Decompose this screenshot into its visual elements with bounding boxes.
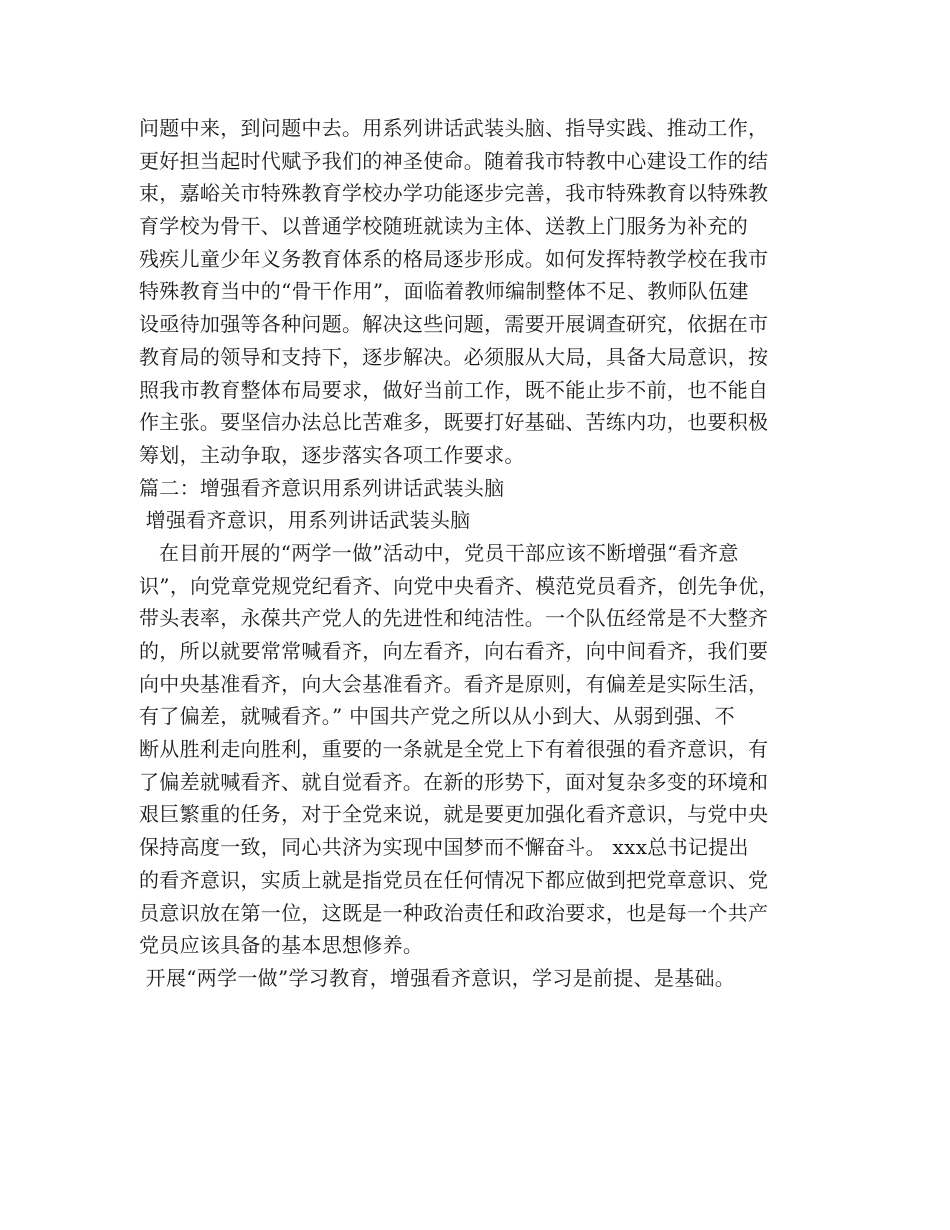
text-line: 有了偏差，就喊看齐。” 中国共产党之所以从小到大、从弱到强、不	[139, 704, 735, 729]
text-line: 照我市教育整体布局要求，做好当前工作，既不能止步不前，也不能自	[139, 377, 769, 402]
text-line: 开展“两学一做”学习教育，增强看齐意识，学习是前提、是基础。	[139, 965, 736, 990]
text-line: 育学校为骨干、以普通学校随班就读为主体、送教上门服务为补充的	[139, 214, 748, 239]
text-line: 的，所以就要常常喊看齐，向左看齐，向右看齐，向中间看齐，我们要	[139, 639, 769, 663]
text-line: 作主张。要坚信办法总比苦难多，既要打好基础、苦练内功，也要积极	[139, 410, 769, 435]
text-line: 艰巨繁重的任务，对于全党来说，就是要更加强化看齐意识，与党中央	[139, 802, 769, 827]
document-body	[139, 112, 839, 995]
text-line: 束，嘉峪关市特殊教育学校办学功能逐步完善，我市特殊教育以特殊教	[139, 181, 769, 206]
text-line: 问题中来，到问题中去。用系列讲话武装头脑、指导实践、推动工作，	[139, 116, 769, 140]
text-line: 教育局的领导和支持下，逐步解决。必须服从大局，具备大局意识，按	[139, 344, 769, 369]
text-line: 断从胜利走向胜利，重要的一条就是全党上下有着很强的看齐意识，有	[139, 737, 769, 762]
text-line: 了偏差就喊看齐、就自觉看齐。在新的形势下，面对复杂多变的环境和	[139, 769, 769, 794]
text-line: 筹划，主动争取，逐步落实各项工作要求。	[139, 442, 525, 467]
text-line: 设亟待加强等各种问题。解决这些问题，需要开展调查研究，依据在市	[139, 312, 769, 337]
text-line: 特殊教育当中的“骨干作用”，面临着教师编制整体不足、教师队伍建	[139, 279, 749, 304]
text-line: 识”，向党章党规党纪看齐、向党中央看齐、模范党员看齐，创先争优，	[139, 573, 779, 598]
article-title: 增强看齐意识，用系列讲话武装头脑	[139, 508, 471, 533]
text-line: 保持高度一致，同心共济为实现中国梦而不懈奋斗。 xxx总书记提出	[139, 835, 749, 860]
text-line: 向中央基准看齐，向大会基准看齐。看齐是原则，有偏差是实际生活，	[139, 671, 769, 696]
section-heading: 篇二：增强看齐意识用系列讲话武装头脑	[139, 475, 505, 500]
text-line: 在目前开展的“两学一做”活动中，党员干部应该不断增强“看齐意	[139, 540, 739, 565]
text-line: 残疾儿童少年义务教育体系的格局逐步形成。如何发挥特教学校在我市	[139, 246, 769, 271]
text-line: 更好担当起时代赋予我们的神圣使命。随着我市特教中心建设工作的结	[139, 148, 769, 173]
text-line: 的看齐意识，实质上就是指党员在任何情况下都应做到把党章意识、党	[139, 867, 769, 892]
text-line: 党员应该具备的基本思想修养。	[139, 933, 424, 958]
text-line: 员意识放在第一位，这既是一种政治责任和政治要求，也是每一个共产	[139, 900, 769, 925]
text-line: 带头表率，永葆共产党人的先进性和纯洁性。一个队伍经常是不大整齐	[139, 606, 769, 631]
